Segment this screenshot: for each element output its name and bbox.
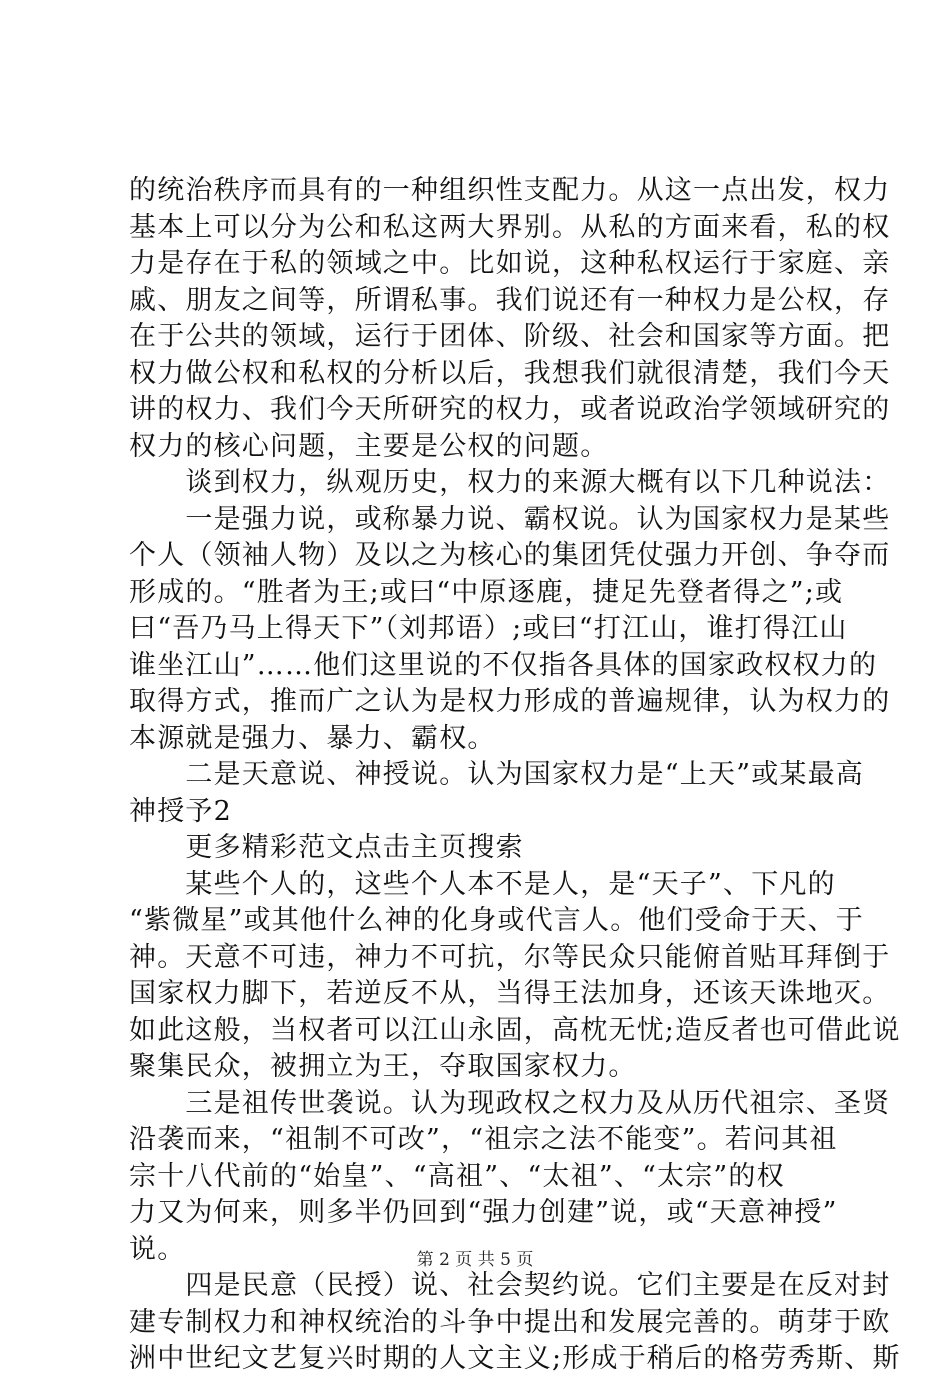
text-line: 一是强力说，或称暴力说、霸权说。认为国家权力是某些	[129, 503, 891, 535]
text-line: 某些个人的，这些个人本不是人，是“天子”、下凡的	[129, 868, 836, 900]
text-line: 四是民意（民授）说、社会契约说。它们主要是在反对封	[129, 1270, 891, 1301]
page-number: 第 2 页 共 5 页	[416, 1250, 534, 1270]
text-line: 讲的权力、我们今天所研究的权力，或者说政治学领域研究的	[129, 394, 891, 425]
page-footer	[0, 1245, 950, 1270]
text-line: 本源就是强力、暴力、霸权。	[129, 722, 496, 754]
text-line: 谈到权力，纵观历史，权力的来源大概有以下几种说法：	[129, 467, 891, 498]
text-line: 如此这般，当权者可以江山永固，高枕无忧;造反者也可借此说	[129, 1014, 901, 1046]
text-line: 形成的。“胜者为王;或曰“中原逐鹿，捷足先登者得之”;或	[129, 576, 844, 608]
text-line: 权力做公权和私权的分析以后，我想我们就很清楚，我们今天	[129, 357, 891, 389]
text-line: 的统治秩序而具有的一种组织性支配力。从这一点出发，权力	[129, 175, 891, 206]
promo-link-text: 更多精彩范文点击主页搜索	[129, 832, 524, 863]
text-line: 谁坐江山”……他们这里说的不仅指各具体的国家政权权力的	[129, 649, 878, 681]
text-line: 洲中世纪文艺复兴时期的人文主义;形成于稍后的格劳秀斯、斯	[129, 1343, 901, 1374]
document-body	[129, 173, 901, 1378]
text-line: 说。	[129, 1233, 186, 1265]
text-line: 戚、朋友之间等，所谓私事。我们说还有一种权力是公权，存	[129, 284, 891, 316]
text-line: 力又为何来，则多半仍回到“强力创建”说，或“天意神授”	[129, 1197, 838, 1228]
text-line: 基本上可以分为公和私这两大界别。从私的方面来看，私的权	[129, 211, 891, 243]
text-line: 建专制权力和神权统治的斗争中提出和发展完善的。萌芽于欧	[129, 1306, 891, 1338]
text-line: 曰“吾乃马上得天下”（刘邦语）;或曰“打江山，谁打得江山	[129, 613, 848, 644]
text-line: 聚集民众，被拥立为王，夺取国家权力。	[129, 1051, 637, 1082]
text-line: “紫微星”或其他什么神的化身或代言人。他们受命于天、于	[129, 905, 865, 936]
text-line: 沿袭而来，“祖制不可改”，“祖宗之法不能变”。若问其祖	[129, 1124, 838, 1155]
text-line: 神。天意不可违，神力不可抗，尔等民众只能俯首贴耳拜倒于	[129, 941, 891, 973]
text-line: 二是天意说、神授说。认为国家权力是“上天”或某最高	[129, 759, 865, 790]
text-line: 神授予2	[129, 795, 232, 827]
text-line: 个人（领袖人物）及以之为核心的集团凭仗强力开创、争夺而	[129, 540, 891, 571]
text-line: 权力的核心问题，主要是公权的问题。	[129, 430, 609, 462]
text-line: 取得方式，推而广之认为是权力形成的普遍规律，认为权力的	[129, 686, 891, 717]
text-line: 在于公共的领域，运行于团体、阶级、社会和国家等方面。把	[129, 321, 891, 352]
text-line: 国家权力脚下，若逆反不从，当得王法加身，还该天诛地灭。	[129, 978, 891, 1009]
text-line: 力是存在于私的领域之中。比如说，这种私权运行于家庭、亲	[129, 248, 891, 279]
text-line: 宗十八代前的“始皇”、“高祖”、“太祖”、“太宗”的权	[129, 1160, 785, 1192]
text-line: 三是祖传世袭说。认为现政权之权力及从历代祖宗、圣贤	[129, 1087, 891, 1119]
